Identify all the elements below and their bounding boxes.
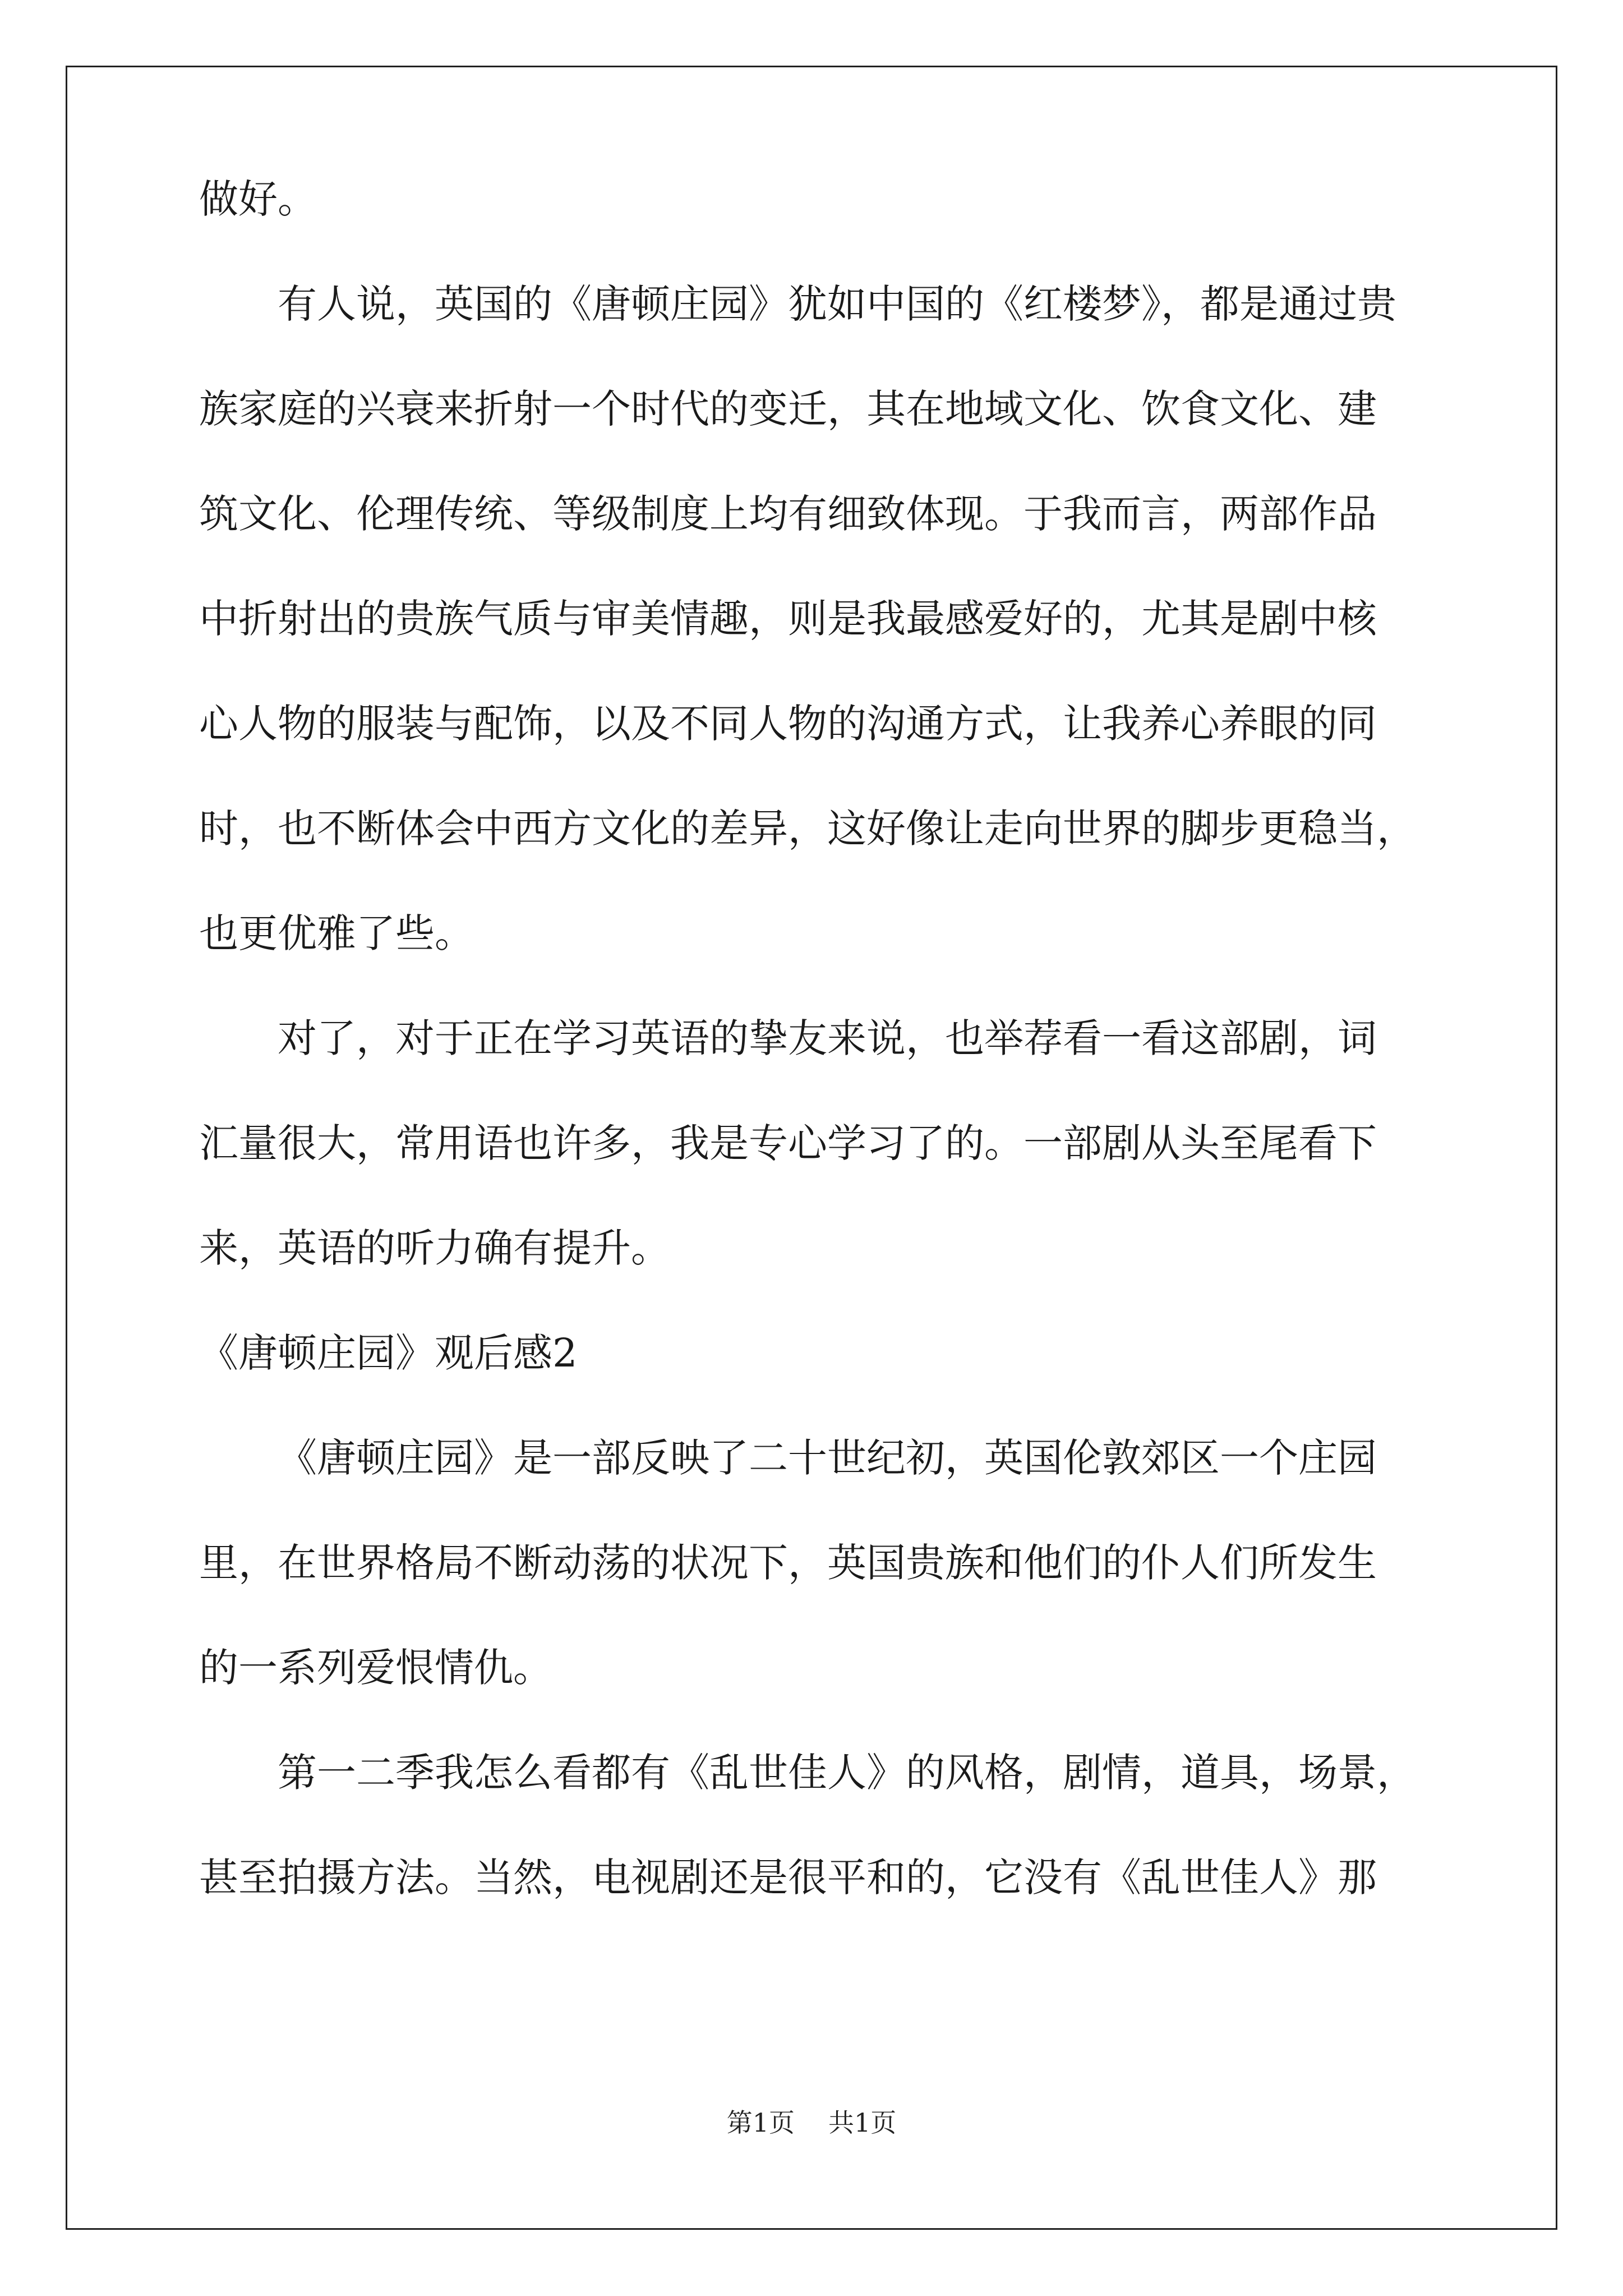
- page-footer: [0, 2102, 1623, 2139]
- page-total: 共1页: [828, 2108, 897, 2138]
- text-line: 也更优雅了些。: [199, 910, 474, 956]
- text-line: 的一系列爱恨情仇。: [199, 1645, 552, 1691]
- section-heading: 《唐顿庄园》观后感2: [199, 1330, 578, 1376]
- text-line: 汇量很大，常用语也许多，我是专心学习了的。一部剧从头至尾看下: [199, 1120, 1377, 1166]
- text-line: 做好。: [199, 176, 317, 222]
- page-number: 第1页: [726, 2108, 795, 2138]
- text-line: 来，英语的听力确有提升。: [199, 1225, 670, 1271]
- text-line: 筑文化、伦理传统、等级制度上均有细致体现。于我而言，两部作品: [199, 491, 1377, 537]
- text-line: 第一二季我怎么看都有《乱世佳人》的风格，剧情，道具，场景，: [278, 1750, 1416, 1796]
- text-line: 中折射出的贵族气质与审美情趣，则是我最感爱好的，尤其是剧中核: [199, 596, 1377, 642]
- text-line: 心人物的服装与配饰，以及不同人物的沟通方式，让我养心养眼的同: [199, 701, 1377, 747]
- document-body: [199, 176, 1433, 1963]
- text-line: 对了，对于正在学习英语的挚友来说，也举荐看一看这部剧，词: [278, 1015, 1377, 1061]
- text-line: 甚至拍摄方法。当然，电视剧还是很平和的，它没有《乱世佳人》那: [199, 1855, 1377, 1901]
- text-line: 族家庭的兴衰来折射一个时代的变迁，其在地域文化、饮食文化、建: [199, 386, 1377, 432]
- text-line: 里，在世界格局不断动荡的状况下，英国贵族和他们的仆人们所发生: [199, 1540, 1377, 1586]
- text-line: 时，也不断体会中西方文化的差异，这好像让走向世界的脚步更稳当，: [199, 806, 1416, 852]
- text-line: 有人说，英国的《唐顿庄园》犹如中国的《红楼梦》，都是通过贵: [278, 281, 1396, 327]
- text-line: 《唐顿庄园》是一部反映了二十世纪初，英国伦敦郊区一个庄园: [278, 1435, 1377, 1481]
